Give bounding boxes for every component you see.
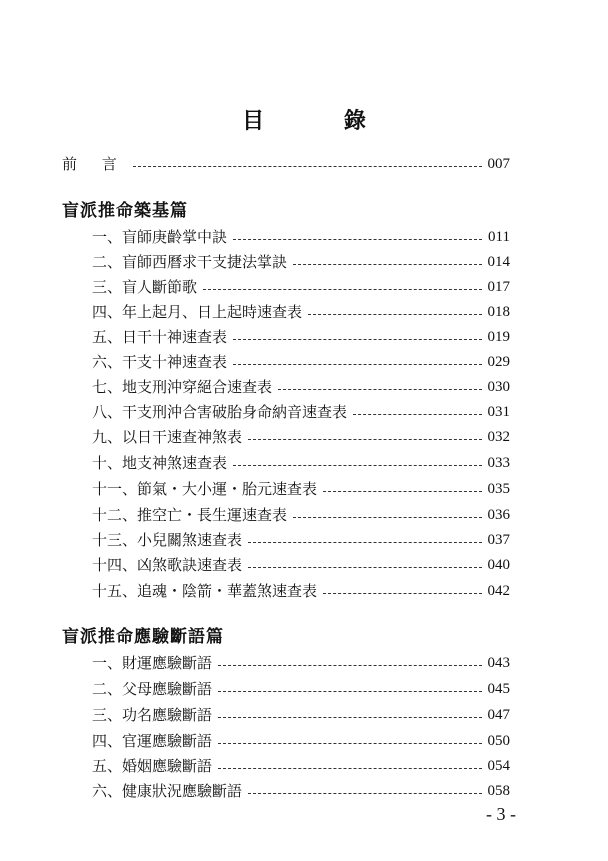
toc-entry-label: 十二、推空亡・長生運速查表 <box>92 506 288 524</box>
toc-entry-label: 前 言 <box>62 155 127 173</box>
toc-entry-label: 十、地支神煞速查表 <box>92 454 228 472</box>
dot-leader <box>308 314 481 315</box>
toc-entry-page: 058 <box>487 783 510 799</box>
toc-entry-label: 三、功名應驗斷語 <box>92 706 213 724</box>
toc-entry-preface[interactable] <box>62 153 510 175</box>
toc-entry-label: 五、婚姻應驗斷語 <box>92 757 213 775</box>
toc-entry-page: 040 <box>487 557 510 573</box>
toc-entry-page: 036 <box>487 507 510 523</box>
toc-entry-label: 七、地支刑沖穿絕合速查表 <box>92 378 273 396</box>
toc-entry[interactable] <box>92 301 510 323</box>
toc-entry-page: 032 <box>487 429 510 445</box>
toc-entry-label: 一、盲師庚齡掌中訣 <box>92 228 228 246</box>
dot-leader <box>233 339 481 340</box>
toc-entry[interactable] <box>92 351 510 373</box>
dot-leader <box>353 414 481 415</box>
toc-entry[interactable] <box>92 376 510 398</box>
toc-entry-label: 二、父母應驗斷語 <box>92 680 213 698</box>
toc-entry-page: 045 <box>487 681 510 697</box>
dot-leader <box>248 542 481 543</box>
toc-entry-label: 十三、小兒關煞速查表 <box>92 531 243 549</box>
toc-entry-label: 六、健康狀況應驗斷語 <box>92 782 243 800</box>
dot-leader <box>218 717 481 718</box>
section-heading-verification: 盲派推命應驗斷語篇 <box>62 627 224 647</box>
toc-entry-page: 019 <box>487 329 510 345</box>
toc-entry-label: 五、日干十神速查表 <box>92 328 228 346</box>
toc-entry[interactable] <box>92 276 510 298</box>
toc-entry[interactable] <box>92 678 510 700</box>
toc-entry[interactable] <box>92 704 510 726</box>
toc-entry-label: 二、盲師西曆求干支捷法掌訣 <box>92 253 288 271</box>
toc-entry-page: 007 <box>487 156 510 172</box>
dot-leader <box>218 743 481 744</box>
section-heading-foundation: 盲派推命築基篇 <box>62 201 188 221</box>
toc-entry[interactable] <box>92 652 510 674</box>
dot-leader <box>323 491 481 492</box>
toc-entry[interactable] <box>92 730 510 752</box>
toc-entry[interactable] <box>92 580 510 602</box>
toc-entry-label: 十五、追魂・陰箭・華蓋煞速查表 <box>92 582 318 600</box>
dot-leader <box>323 593 481 594</box>
dot-leader <box>293 517 481 518</box>
toc-entry-label: 十一、節氣・大小運・胎元速查表 <box>92 480 318 498</box>
toc-entry-page: 042 <box>487 583 510 599</box>
dot-leader <box>133 166 482 167</box>
dot-leader <box>248 567 481 568</box>
toc-entry-label: 四、官運應驗斷語 <box>92 732 213 750</box>
page-number: - 3 - <box>486 804 516 824</box>
dot-leader <box>248 439 481 440</box>
toc-entry-page: 018 <box>487 304 510 320</box>
toc-entry-page: 029 <box>487 354 510 370</box>
toc-entry[interactable] <box>92 226 510 248</box>
toc-entry[interactable] <box>92 326 510 348</box>
toc-entry[interactable] <box>92 529 510 551</box>
toc-entry-page: 043 <box>487 655 510 671</box>
toc-entry-page: 017 <box>487 279 510 295</box>
toc-entry-label: 十四、凶煞歌訣速查表 <box>92 556 243 574</box>
dot-leader <box>233 465 481 466</box>
toc-entry[interactable] <box>92 504 510 526</box>
dot-leader <box>233 364 481 365</box>
toc-entry-page: 031 <box>487 404 510 420</box>
dot-leader <box>278 389 481 390</box>
dot-leader <box>248 793 481 794</box>
toc-entry-label: 九、以日干速查神煞表 <box>92 428 243 446</box>
toc-entry[interactable] <box>92 426 510 448</box>
toc-entry-page: 050 <box>487 733 510 749</box>
dot-leader <box>218 665 481 666</box>
toc-entry[interactable] <box>92 251 510 273</box>
dot-leader <box>233 239 482 240</box>
toc-entry-label: 六、干支十神速查表 <box>92 353 228 371</box>
toc-entry-page: 054 <box>487 758 510 774</box>
toc-entry[interactable] <box>92 755 510 777</box>
dot-leader <box>218 691 481 692</box>
toc-entry-label: 三、盲人斷節歌 <box>92 278 198 296</box>
toc-entry-label: 四、年上起月、日上起時速查表 <box>92 303 303 321</box>
toc-entry[interactable] <box>92 478 510 500</box>
toc-entry-page: 014 <box>487 254 510 270</box>
dot-leader <box>218 768 481 769</box>
toc-entry-page: 033 <box>487 455 510 471</box>
toc-entry[interactable] <box>92 452 510 474</box>
dot-leader <box>293 264 481 265</box>
toc-entry-page: 030 <box>487 379 510 395</box>
toc-entry-label: 一、財運應驗斷語 <box>92 654 213 672</box>
toc-entry-label: 八、干支刑沖合害破胎身命納音速查表 <box>92 403 348 421</box>
toc-entry-page: 011 <box>488 229 510 245</box>
toc-title: 目 錄 <box>242 108 402 134</box>
toc-entry-page: 035 <box>487 481 510 497</box>
dot-leader <box>203 289 481 290</box>
toc-entry[interactable] <box>92 401 510 423</box>
toc-entry-page: 047 <box>487 707 510 723</box>
toc-entry[interactable] <box>92 780 510 802</box>
toc-entry-page: 037 <box>487 532 510 548</box>
toc-entry[interactable] <box>92 554 510 576</box>
